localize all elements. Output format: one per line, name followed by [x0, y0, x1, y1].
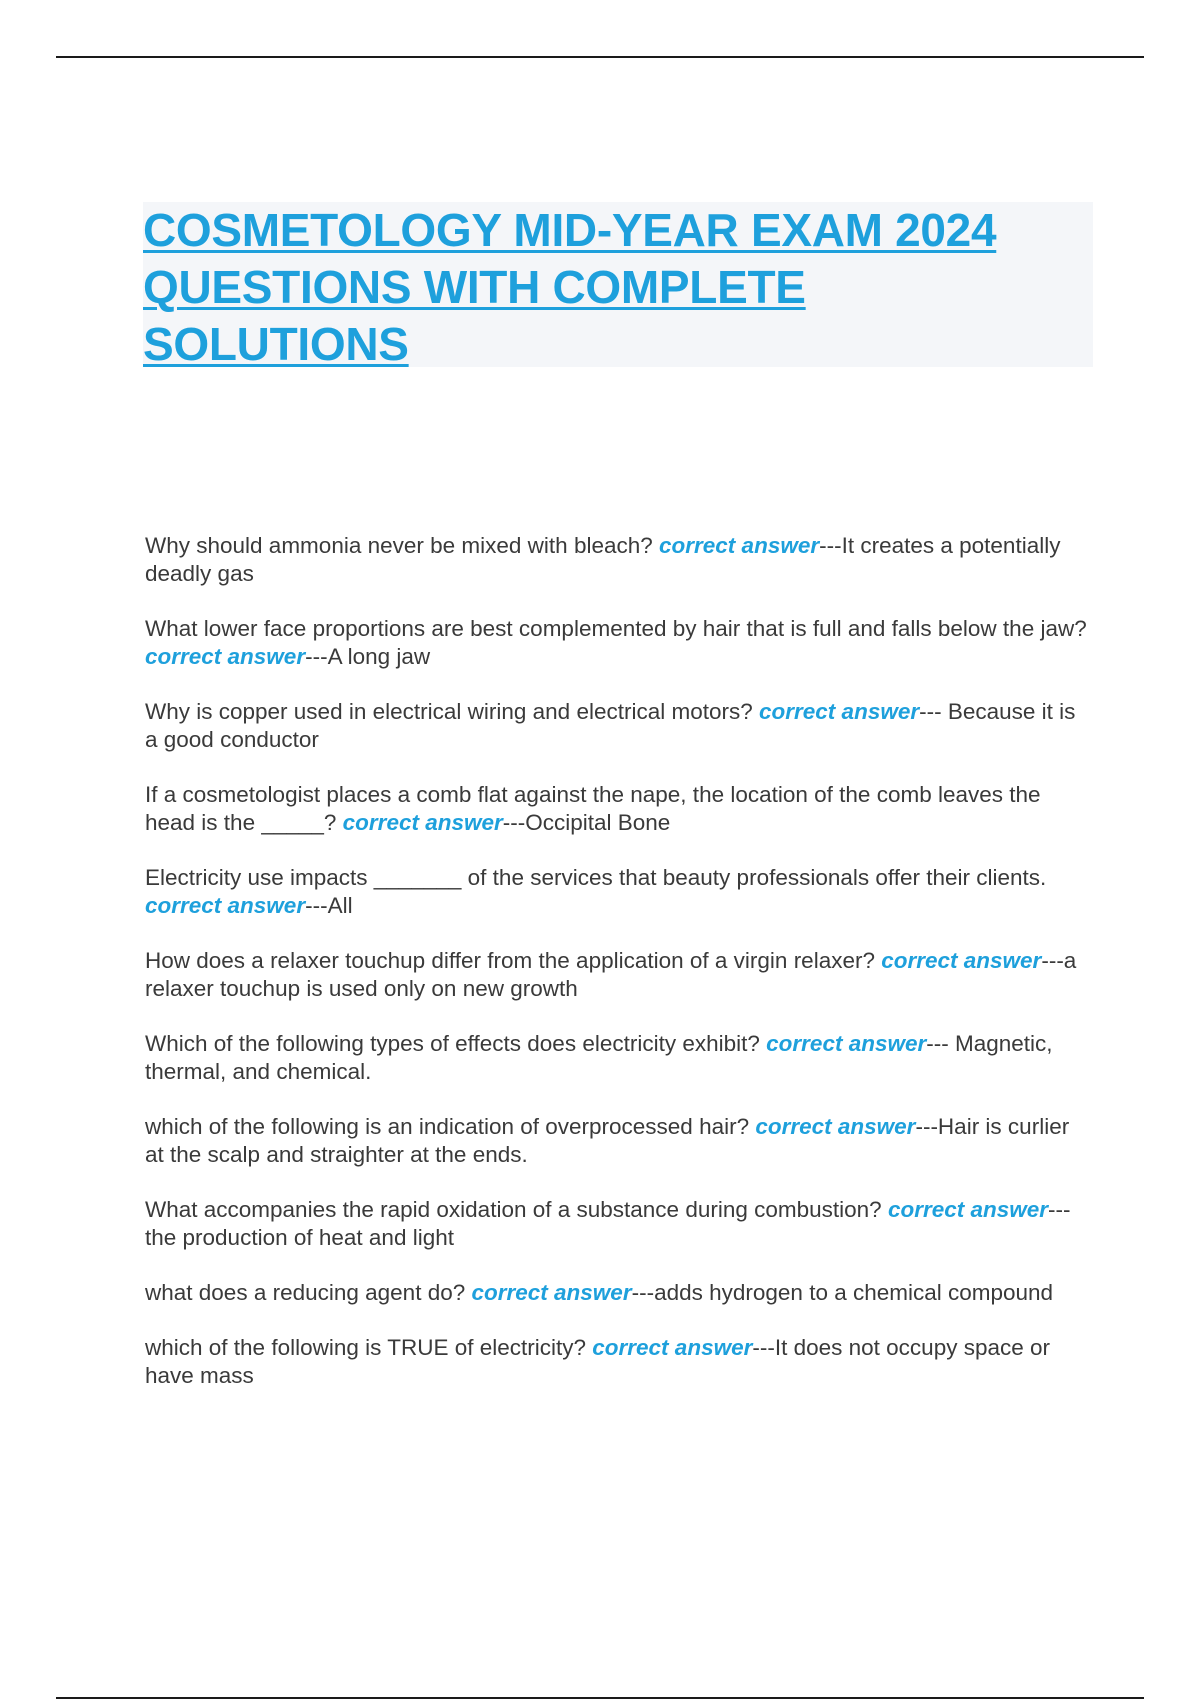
qa-item: [145, 1030, 1090, 1086]
correct-answer-marker: correct answer: [471, 1280, 632, 1305]
answer-text: ---adds hydrogen to a chemical compound: [631, 1280, 1054, 1305]
top-rule: [56, 56, 1144, 58]
qa-item: [145, 1196, 1090, 1252]
qa-item: [145, 947, 1090, 1003]
title-block: [143, 202, 1093, 370]
answer-text: ---A long jaw: [305, 644, 431, 669]
question-text: Which of the following types of effects does electricity exhibit?: [145, 1031, 767, 1056]
question-text: Why is copper used in electrical wiring and electrical motors?: [145, 699, 760, 724]
answer-text: ---Hair is curlier at the scalp and straighter at the ends.: [145, 1114, 1070, 1167]
question-text: Why should ammonia never be mixed with bleach?: [145, 533, 660, 558]
answer-text: ---It creates a potentially deadly gas: [145, 533, 1061, 586]
correct-answer-marker: correct answer: [592, 1335, 753, 1360]
answer-text: ---It does not occupy space or have mass: [145, 1335, 1051, 1388]
question-text: which of the following is an indication of overprocessed hair?: [145, 1114, 756, 1139]
qa-item: [145, 864, 1090, 920]
answer-text: --- Magnetic, thermal, and chemical.: [145, 1031, 1053, 1084]
correct-answer-marker: correct answer: [145, 644, 306, 669]
correct-answer-marker: correct answer: [881, 948, 1042, 973]
question-text: What accompanies the rapid oxidation of a substance during combustion?: [145, 1197, 888, 1222]
qa-item: [145, 1334, 1090, 1390]
question-text: If a cosmetologist places a comb flat against the nape, the location of the comb leaves the head is the _____?: [145, 782, 1041, 835]
qa-item: [145, 615, 1090, 671]
correct-answer-marker: correct answer: [759, 699, 920, 724]
question-answer-list: [145, 532, 1090, 1417]
answer-text: ---a relaxer touchup is used only on new growth: [145, 948, 1077, 1001]
question-text: What lower face proportions are best complemented by hair that is full and falls below the jaw?: [145, 616, 1087, 641]
answer-text: ---All: [305, 893, 353, 918]
correct-answer-marker: correct answer: [342, 810, 503, 835]
correct-answer-marker: correct answer: [887, 1197, 1049, 1222]
qa-item: [145, 1113, 1090, 1169]
question-text: How does a relaxer touchup differ from the application of a virgin relaxer?: [145, 948, 882, 973]
answer-text: --- Because it is a good conductor: [145, 699, 1076, 752]
correct-answer-marker: correct answer: [145, 893, 306, 918]
qa-item: [145, 532, 1090, 588]
question-text: what does a reducing agent do?: [145, 1280, 472, 1305]
answer-text: ---the production of heat and light: [145, 1197, 1071, 1250]
title-line: QUESTIONS WITH COMPLETE: [143, 261, 806, 313]
qa-item: [145, 698, 1090, 754]
title-line: COSMETOLOGY MID-YEAR EXAM 2024: [143, 204, 997, 256]
answer-text: ---Occipital Bone: [502, 810, 671, 835]
question-text: Electricity use impacts _______ of the services that beauty professionals offer their clients.: [145, 865, 1047, 890]
qa-item: [145, 1279, 1090, 1307]
correct-answer-marker: correct answer: [755, 1114, 916, 1139]
qa-item: [145, 781, 1090, 837]
document-title: [143, 202, 1093, 373]
question-text: which of the following is TRUE of electricity?: [145, 1335, 593, 1360]
correct-answer-marker: correct answer: [766, 1031, 927, 1056]
correct-answer-marker: correct answer: [659, 533, 820, 558]
title-line: SOLUTIONS: [143, 318, 409, 370]
bottom-rule: [56, 1697, 1144, 1699]
